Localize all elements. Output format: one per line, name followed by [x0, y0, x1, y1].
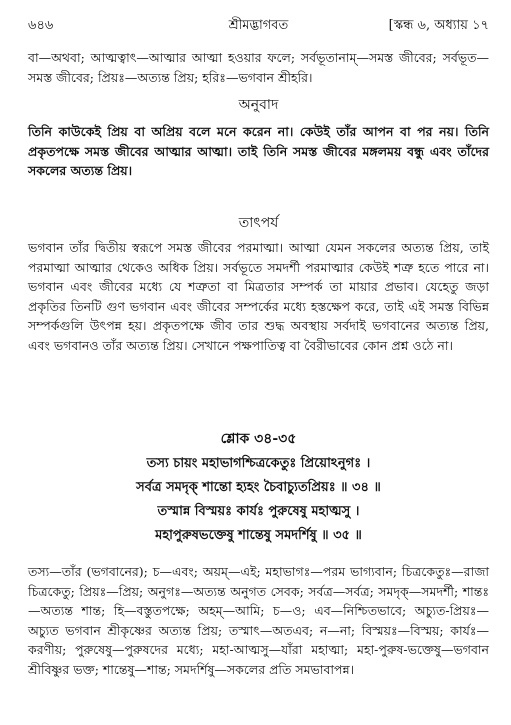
chapter-reference: [স্কন্ধ ৬, অধ্যায় ১৭ [388, 18, 489, 33]
verse-line: সর্বত্র সমদৃক্ শান্তো হ্যহং চৈবাচ্যুতপ্রিয়ঃ ॥ ৩৪ ॥ [136, 480, 381, 495]
verse-line: মহাপুরুষভক্তেষু শান্তেষু সমদর্শিষু ॥ ৩৫ ॥ [155, 528, 362, 543]
synonyms-bottom [28, 562, 489, 679]
translation-text: তিনি কাউকেই প্রিয় বা অপ্রিয় বলে মনে করেন না। কেউই তাঁর আপন বা পর নয়। তিনি প্রকৃতপক্ষে সমস্ত জীবের আত্মার আত্মা। তাই তিনি সমস্ত জীবের মঙ্গলময় বন্ধু এবং তাঁদের সকলের অত্যন্ত প্রিয়। [28, 124, 489, 178]
verse-section [28, 430, 489, 560]
verse-line: তস্য চায়ং মহাভাগশ্চিত্রকেতুঃ প্রিয়োঽনুগঃ । [146, 456, 371, 471]
verse-line: তস্মান্ন বিস্ময়ঃ কার্যঃ পুরুষেষু মহাত্মসু । [157, 504, 360, 519]
synonyms-bottom-text: তস্য—তাঁর (ভগবানের); চ—এবং; অয়ম্—এই; মহাভাগঃ—পরম ভাগ্যবান; চিত্রকেতুঃ—রাজা চিত্রকেতু; প্রিয়ঃ—প্রিয়; অনুগঃ—অত্যন্ত অনুগত সেবক; সর্বত্র—সর্বত্র; সমদৃক্—সমদর্শী; শান্তঃ—অত্যন্ত শান্ত; হি—বস্তুতপক্ষে; অহম্—আমি; চ—ও; এব—নিশ্চিতভাবে; অচ্যুত-প্রিয়ঃ—অচ্যুত ভগবান শ্রীকৃষ্ণের অত্যন্ত প্রিয়; তস্মাৎ—অতএব; ন—না; বিস্ময়ঃ—বিস্ময়; কার্যঃ—করণীয়; পুরুষেষু—পুরুষদের মধ্যে; মহা-আত্মসু—যাঁরা মহাত্মা; মহা-পুরুষ-ভক্তেষু—ভগবান শ্রীবিষ্ণুর ভক্ত; শান্তেষু—শান্ত; সমদর্শিষু—সকলের প্রতি সমভাবাপন্ন। [28, 564, 489, 677]
page-number: ৬৪৬ [28, 18, 54, 33]
synonyms-top [28, 48, 489, 87]
purport-section [28, 214, 489, 424]
verse-heading: শ্লোক ৩৪-৩৫ [220, 431, 297, 447]
translation-heading: অনুবাদ [238, 97, 279, 113]
translation-section [28, 96, 489, 226]
purport-text: ভগবান তাঁর দ্বিতীয় স্বরূপে সমস্ত জীবের পরমাত্মা। আত্মা যেমন সকলের অত্যন্ত প্রিয়, তাই পরমাত্মা আত্মার থেকেও অধিক প্রিয়। সর্বভূতে সমদর্শী পরমাত্মার কেউই শত্রু হতে পারে না। ভগবান এবং জীবের মধ্যে যে শত্রুতা বা মিত্রতার সম্পর্ক তা মায়ার প্রভাব। যেহেতু জড়া প্রকৃতির তিনটি গুণ ভগবান এবং জীবের সম্পর্কের মধ্যে হস্তক্ষেপ করে, তাই এই সমস্ত বিভিন্ন সম্পর্কগুলি উৎপন্ন হয়। প্রকৃতপক্ষে জীব তার শুদ্ধ অবস্থায় সর্বদাই ভগবানের অত্যন্ত প্রিয়, এবং ভগবানও তাঁর অত্যন্ত প্রিয়। সেখানে পক্ষপাতিত্ব বা বৈরীভাবের কোন প্রশ্ন ওঠে না। [28, 240, 489, 353]
purport-heading: তাৎপর্য [238, 215, 279, 231]
verse-lines [28, 452, 489, 548]
page-header [28, 16, 489, 38]
synonyms-top-text: বা—অথবা; আত্মত্বাৎ—আত্মার আত্মা হওয়ার ফলে; সর্বভূতানাম্—সমস্ত জীবের; সর্বভূত—সমস্ত জীবের; প্রিয়ঃ—অত্যন্ত প্রিয়; হরিঃ—ভগবান শ্রীহরি। [28, 50, 489, 85]
book-title: শ্রীমদ্ভাগবত [228, 18, 289, 33]
